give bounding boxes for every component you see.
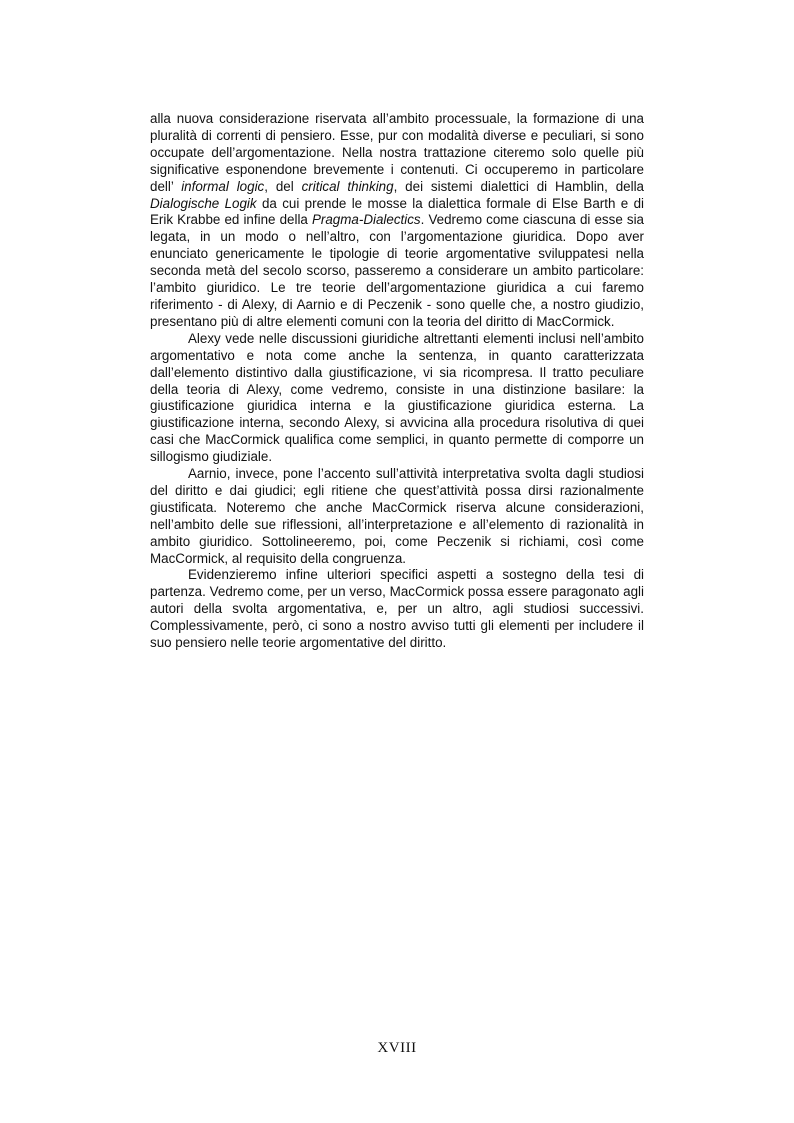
italic-term-informal-logic: informal logic bbox=[181, 178, 265, 194]
page-number: XVIII bbox=[377, 1040, 417, 1056]
paragraph-1 bbox=[150, 111, 644, 331]
text-run: . Vedremo come ciascuna di esse sia legata, in un modo o nell’altro, con l’argomentazione giuridica. Dopo aver enunciato genericamente le tipologie di teorie argomentative sviluppatesi nella seconda metà del secolo scorso, passeremo a considerare un ambito particolare: l’ambito giuridico. Le tre teorie dell’argomentazione giuridica a cui faremo riferimento - di Alexy, di Aarnio e di Peczenik - sono quelle che, a nostro giudizio, presentano più di altre elementi comuni con la teoria del diritto di MacCormick. bbox=[150, 212, 644, 329]
body-text bbox=[150, 111, 644, 652]
text-run: alla nuova considerazione riservata all’ambito processuale, la formazione di una pluralità di correnti di pensiero. Esse, pur con modalità diverse e peculiari, si sono occupate dell’argomentazione. Nella nostra trattazione citeremo solo quelle più significative esponendone brevemente i contenuti. Ci occuperemo in particolare dell’ bbox=[150, 111, 644, 194]
italic-term-critical-thinking: critical thinking bbox=[301, 178, 394, 194]
italic-term-dialogische-logik: Dialogische Logik bbox=[150, 195, 257, 211]
text-run: , del bbox=[264, 178, 302, 194]
italic-term-pragma-dialectics: Pragma-Dialectics bbox=[311, 212, 421, 228]
paragraph-3: Aarnio, invece, pone l’accento sull’attività interpretativa svolta dagli studiosi del diritto e dai giudici; egli ritiene che quest’attività possa dirsi razionalmente giustificata. Noteremo che anche MacCormick riserva alcune considerazioni, nell’ambito delle sue riflessioni, all’interpretazione e all’elemento di razionalità in ambito giuridico. Sottolineeremo, poi, come Peczenik si richiami, così come MacCormick, al requisito della congruenza. bbox=[150, 466, 644, 566]
paragraph-2: Alexy vede nelle discussioni giuridiche altrettanti elementi inclusi nell’ambito argomentativo e nota come anche la sentenza, in quanto caratterizzata dall’elemento distintivo dalla giustificazione, vi sia ricompresa. Il tratto peculiare della teoria di Alexy, come vedremo, consiste in una distinzione basilare: la giustificazione giuridica interna e la giustificazione giuridica esterna. La giustificazione interna, secondo Alexy, si avvicina alla procedura risolutiva di quei casi che MacCormick qualifica come semplici, in quanto permette di comporre un sillogismo giudiziale. bbox=[150, 330, 644, 465]
text-run: , dei sistemi dialettici di Hamblin, della bbox=[393, 178, 645, 194]
text-run: da cui prende le mosse la dialettica formale di Else Barth e di Erik Krabbe ed infine della bbox=[150, 195, 644, 228]
paragraph-4: Evidenzieremo infine ulteriori specifici aspetti a sostegno della tesi di partenza. Vedremo come, per un verso, MacCormick possa essere paragonato agli autori della svolta argomentativa, e, per un altro, agli studiosi successivi. Complessivamente, però, ci sono a nostro avviso tutti gli elementi per includere il suo pensiero nelle teorie argomentative del diritto. bbox=[150, 567, 644, 651]
